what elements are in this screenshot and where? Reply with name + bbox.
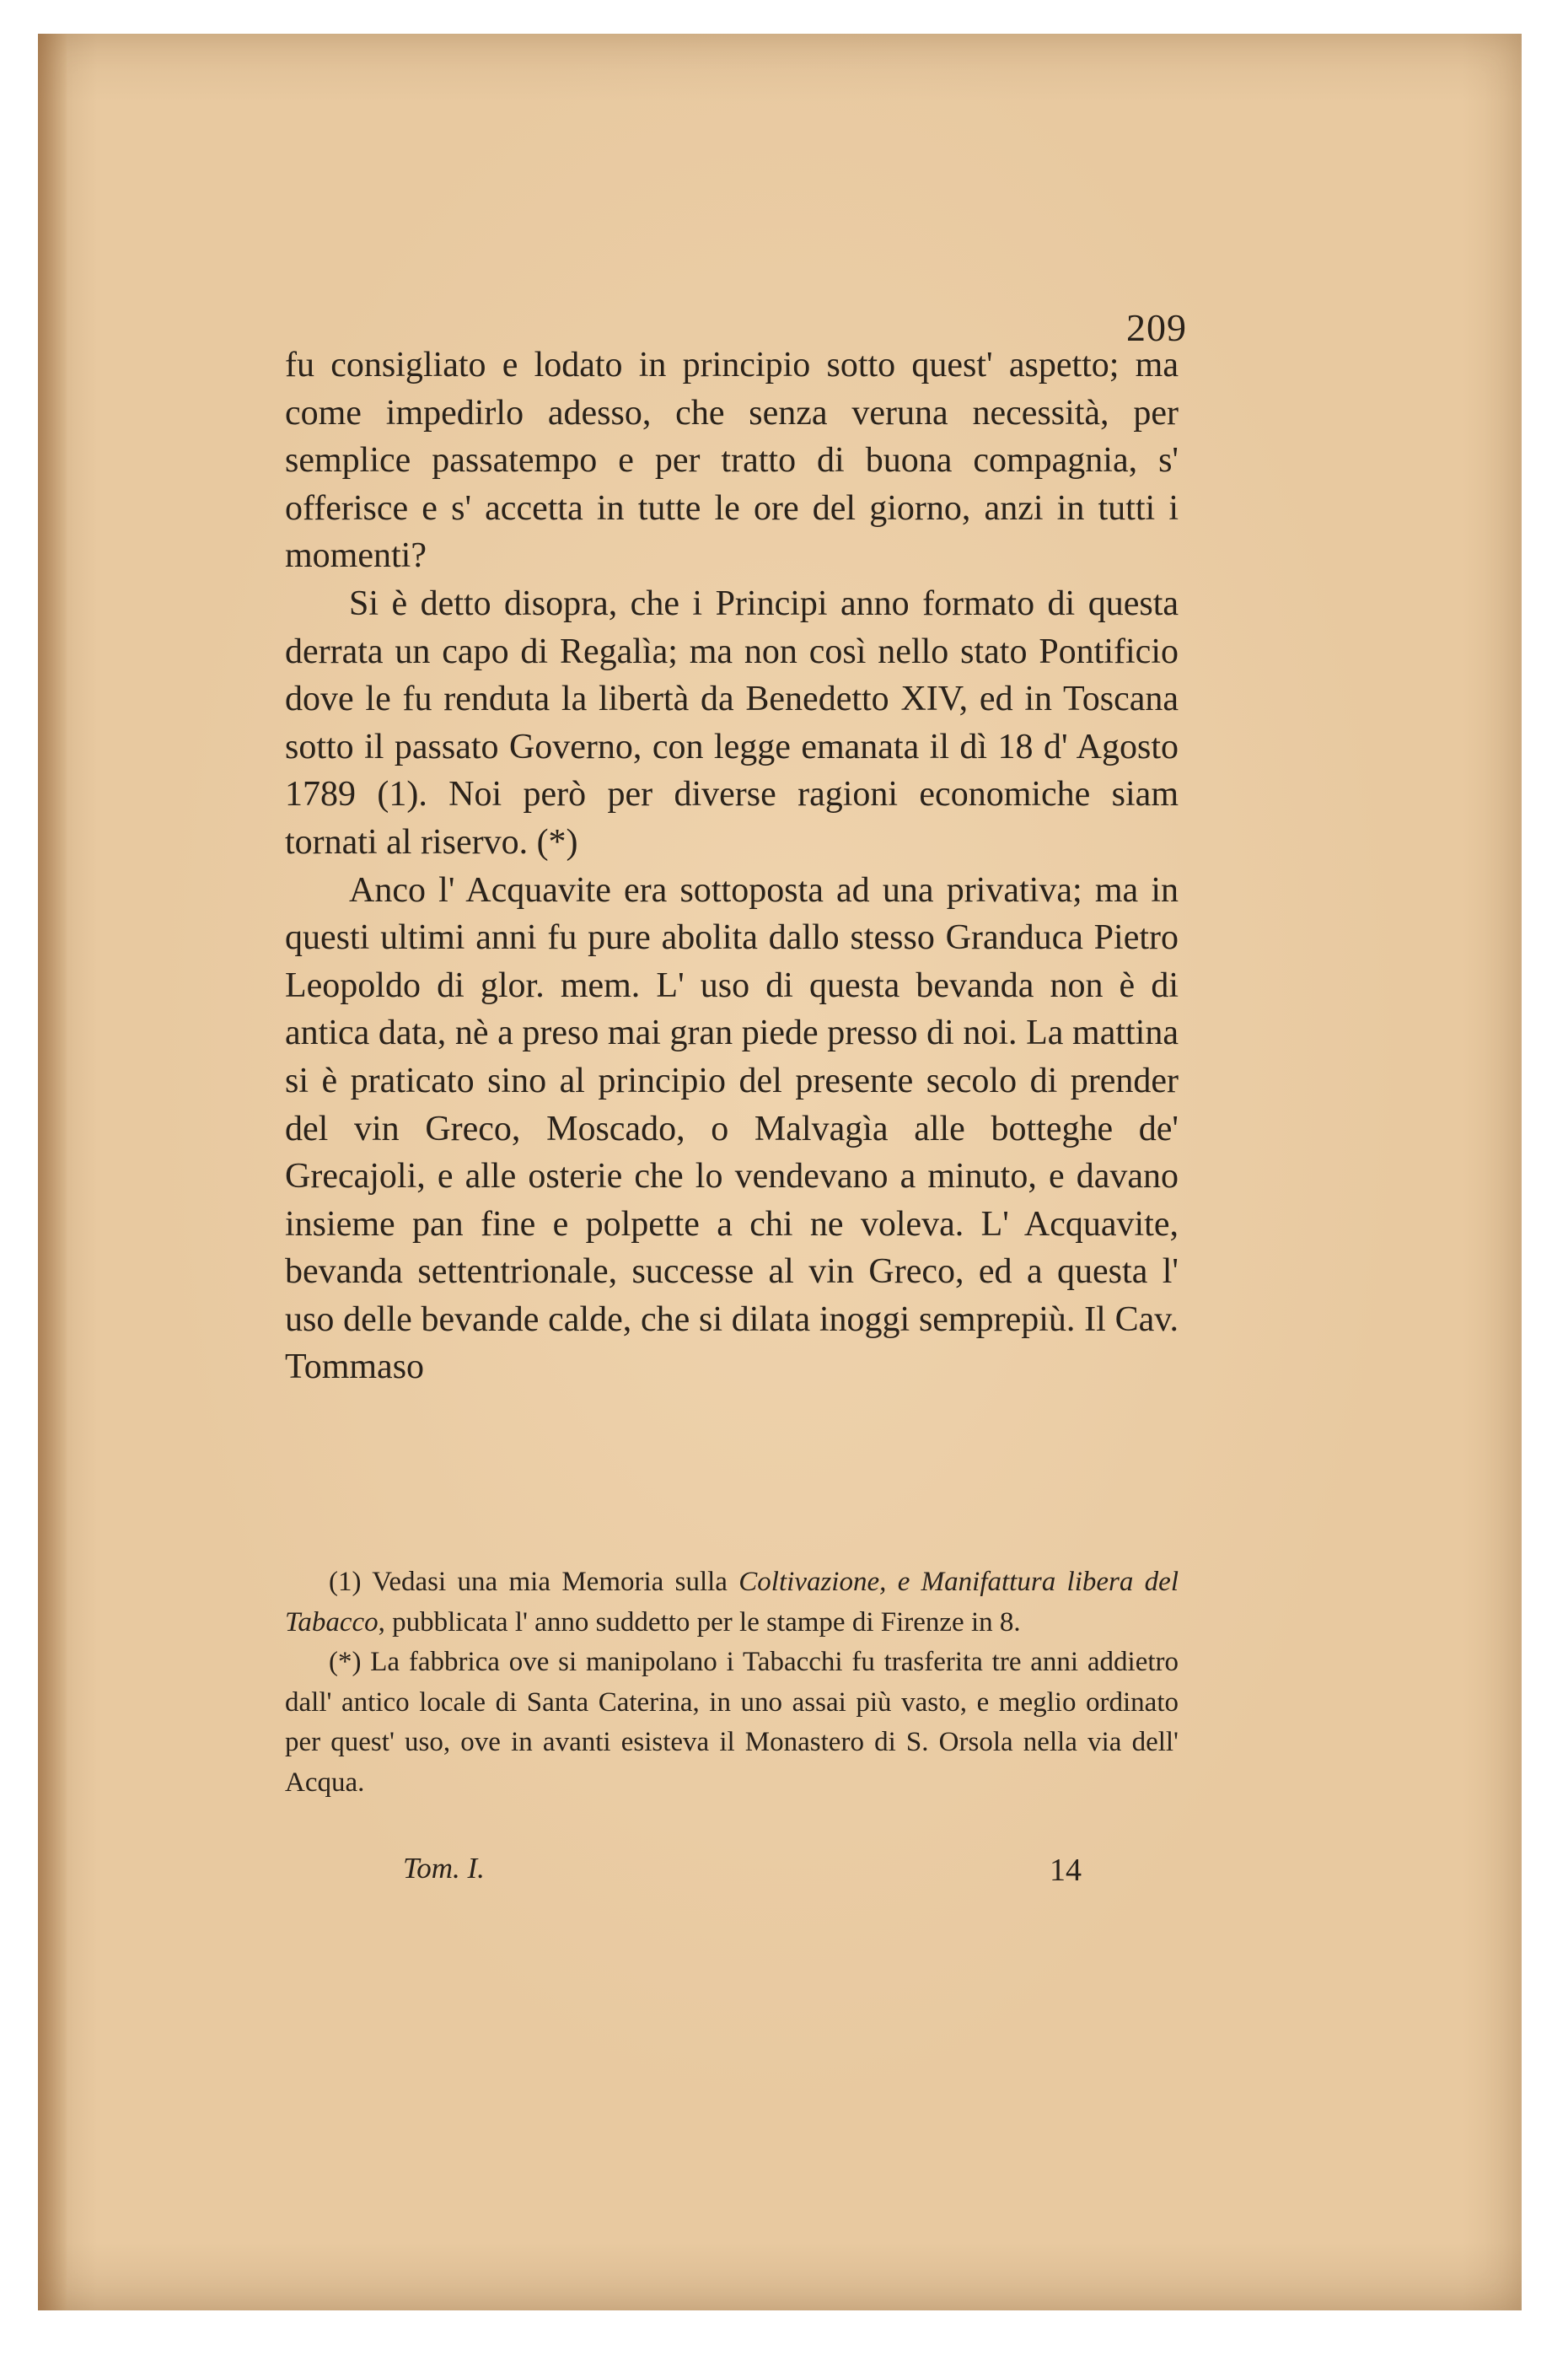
footnote-1-lead: (1) Vedasi una mia Memoria sulla bbox=[329, 1567, 739, 1597]
sheet-number: 14 bbox=[1050, 1853, 1082, 1888]
paragraph-regalia: Si è detto disopra, che i Principi anno formato di questa derrata un capo di Regalìa; ma non così nello stato Pontificio dove le fu renduta la libertà da Benedetto XIV, ed in Toscana sotto il passato Governo, con legge emanata il dì 18 d' Agosto 1789 (1). Noi però per diverse ragioni economiche siam tornati al riservo. (*) bbox=[285, 584, 1179, 862]
footnotes bbox=[285, 1562, 1179, 1803]
signature-mark: Tom. I. bbox=[403, 1852, 485, 1885]
footnote-1-title: Coltivazione, e Manifattura libera del Tabacco bbox=[285, 1567, 1179, 1638]
page-number: 209 bbox=[1126, 306, 1187, 349]
footnote-2: (*) La fabbrica ove si manipolano i Tabacchi fu trasferita tre anni addietro dall' antico locale di Santa Caterina, in uno assai più vasto, e meglio ordinato per quest' uso, ove in avanti esisteva il Monastero di S. Orsola nella via dell' Acqua. bbox=[285, 1647, 1179, 1798]
footnote-1-tail: , pubblicata l' anno suddetto per le stampe di Firenze in 8. bbox=[378, 1606, 1021, 1638]
footnote-1 bbox=[285, 1562, 1179, 1643]
paragraph-acquavite: Anco l' Acquavite era sottoposta ad una privativa; ma in questi ultimi anni fu pure abolita dallo stesso Granduca Pietro Leopoldo di glor. mem. L' uso di questa bevanda non è di antica data, nè a preso mai gran piede presso di noi. La mattina si è praticato sino al principio del presente secolo di prender del vin Greco, Moscado, o Malvagìa alle botteghe de' Grecajoli, e alle osterie che lo vendevano a minuto, e davano insieme pan fine e polpette a chi ne voleva. L' Acquavite, bevanda settentrionale, successe al vin Greco, ed a questa l' uso delle bevande calde, che si dilata inoggi semprepiù. Il Cav. Tommaso bbox=[285, 870, 1179, 1387]
paragraph-continuation: fu consigliato e lodato in principio sotto quest' aspetto; ma come impedirlo adesso, che senza veruna necessità, per semplice passatempo e per tratto di buona compagnia, s' offerisce e s' accetta in tutte le ore del giorno, anzi in tutti i momenti? bbox=[285, 346, 1179, 576]
binding-edge bbox=[38, 34, 67, 2310]
body-text bbox=[285, 342, 1179, 1391]
